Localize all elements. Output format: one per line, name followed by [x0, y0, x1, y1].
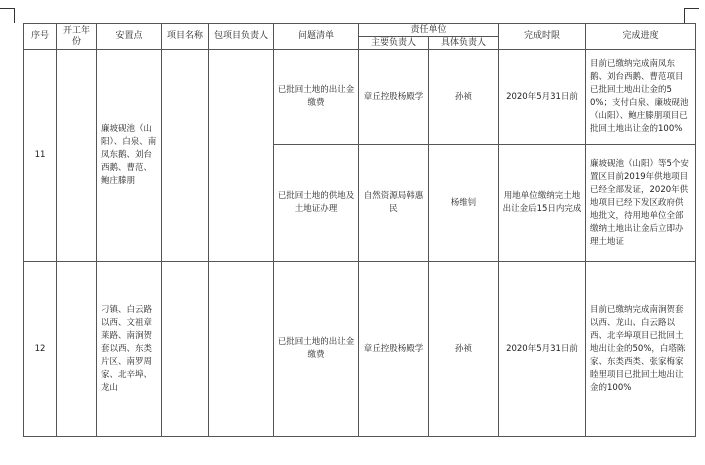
header-responsible-unit: 责任单位: [359, 24, 499, 37]
row-issue: 已批回土地的出让金缴费: [274, 262, 359, 437]
header-site: 安置点: [97, 24, 162, 50]
row-issue: 已批回土地的出让金缴费: [274, 50, 359, 145]
table-row: [24, 50, 696, 145]
header-progress: 完成进度: [586, 24, 696, 50]
row-specific-leader: 杨维钊: [429, 145, 499, 262]
header-project-name: 项目名称: [162, 24, 209, 50]
header-issues: 问题清单: [274, 24, 359, 50]
table-row: [24, 262, 696, 437]
row-seq: 12: [24, 262, 57, 437]
header-specific-leader: 具体负责人: [429, 37, 499, 50]
row-site: 刁镇、白云路以西、文祖章莱路、南涧贺套以西、东类片区、南罗周家、北辛埠、龙山: [97, 262, 162, 437]
row-deadline: 用地单位缴纳完土地出让金后15日内完成: [499, 145, 586, 262]
row-start-year: [57, 262, 97, 437]
header-contractor: 包项目负责人: [209, 24, 274, 50]
crop-mark-right: [684, 8, 699, 23]
row-main-leader: 章丘控股杨殿学: [359, 262, 429, 437]
header-seq: 序号: [24, 24, 57, 50]
row-progress: 廉坡砚池（山阳）等5个安置区目前2019年供地项目已经全部发证，2020年供地项目已经下发区政府供地批文，待用地单位全部缴纳土地出让金后立即办理土地证: [586, 145, 696, 262]
task-table: [23, 23, 696, 437]
row-contractor: [209, 50, 274, 262]
header-start-year: 开工年份: [57, 24, 97, 50]
header-deadline: 完成时限: [499, 24, 586, 50]
row-seq: 11: [24, 50, 57, 262]
row-issue: 已批回土地的供地及土地证办理: [274, 145, 359, 262]
row-deadline: 2020年5月31日前: [499, 262, 586, 437]
row-progress: 目前已缴纳完成南涧贺套以西、龙山、白云路以西、北辛埠项目已批回土地出让金的50%，白塔陈家、东类西类、张家梅家睦里项目已批回土地出让金的100%: [586, 262, 696, 437]
header-row: [24, 24, 696, 37]
task-table-container: [23, 23, 696, 437]
row-contractor: [209, 262, 274, 437]
row-main-leader: 自然资源局韩惠民: [359, 145, 429, 262]
row-project-name: [162, 50, 209, 262]
row-specific-leader: 孙祯: [429, 50, 499, 145]
row-deadline: 2020年5月31日前: [499, 50, 586, 145]
header-main-leader: 主要负责人: [359, 37, 429, 50]
row-progress: 目前已缴纳完成南凤东鹅、刘台西鹅、曹范项目已批回土地出让金的50%；支付白泉、廉坡砚池（山阳）、鲍庄滕朋项目已批回土地出让金的100%: [586, 50, 696, 145]
row-main-leader: 章丘控股杨殿学: [359, 50, 429, 145]
row-start-year: [57, 50, 97, 262]
crop-mark-left: [0, 8, 15, 23]
row-specific-leader: 孙祯: [429, 262, 499, 437]
row-project-name: [162, 262, 209, 437]
row-site: 廉坡砚池（山阳）、白泉、南凤东鹅、刘台西鹅、曹范、鲍庄滕朋: [97, 50, 162, 262]
